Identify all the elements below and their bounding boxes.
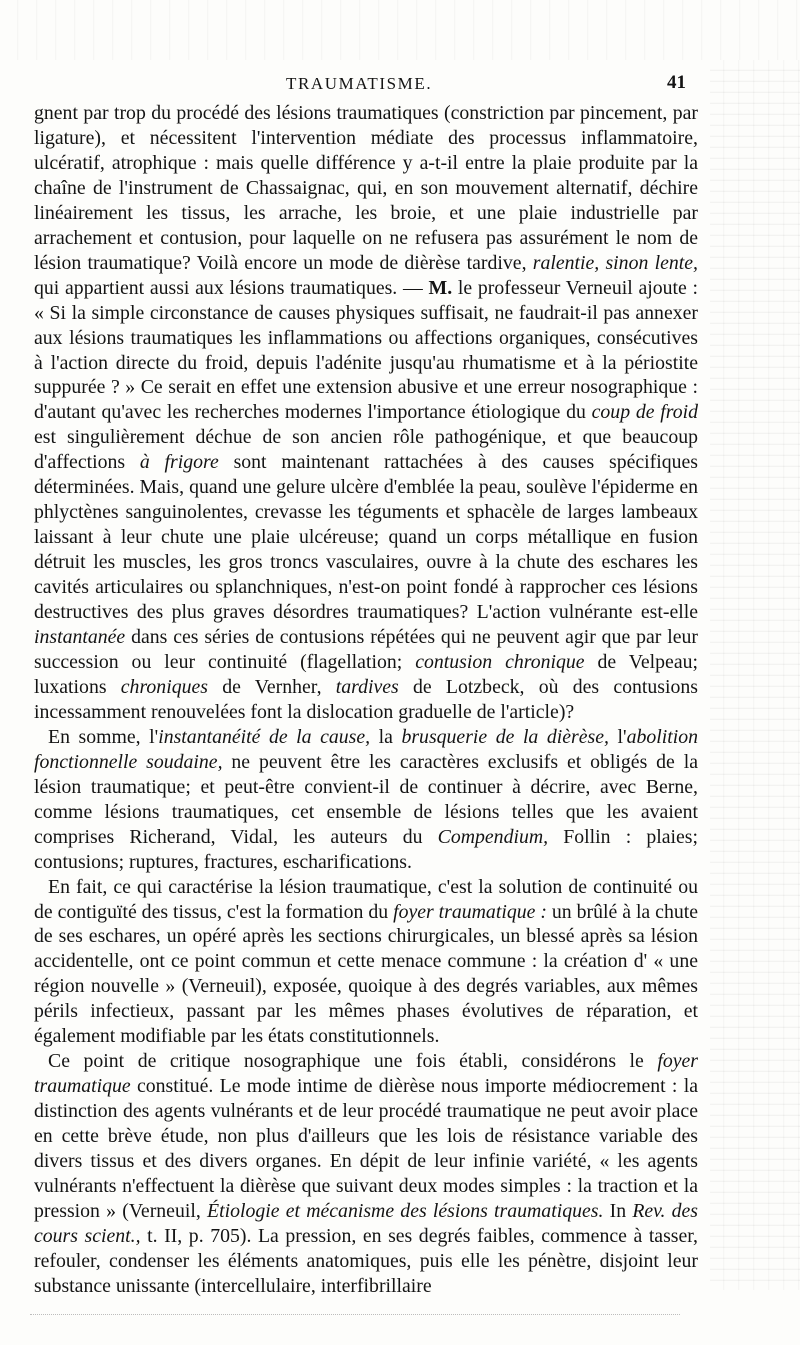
- scan-gutter-noise: [710, 60, 800, 1290]
- text-run: le professeur Verneuil ajoute : « Si la simple circonstance de causes physiques suffisait, ne faudrait-il pas annexer aux lésions traumatiques les inflammations ou affections organiques, consécutives à l'action directe du froid, depuis l'adénite jusqu'au rhumatisme et à la périostite suppurée ? » Ce serait en effet une extension abusive et une erreur nosographique : d'autant qu'avec les recherches modernes l'importance étiologique du: [34, 276, 699, 424]
- text-run: sont maintenant rattachées à des causes spécifiques déterminées. Mais, quand une gelure ulcère d'emblée la peau, soulève l'épiderme en phlyctènes sanguinolentes, crevasse les téguments et sphacèle de larges lambeaux laissant à leur chute une plaie ulcéreuse; quand un corps métallique en fusion détruit les muscles, les gros troncs vasculaires, ouvre à la chute des eschares les cavités articulaires ou splanchniques, n'est-on point fondé à rapprocher ces lésions destructives des plus graves désordres traumatiques? L'action vulnérante est-elle: [34, 451, 698, 624]
- text-run: de Velpeau; luxations: [34, 650, 698, 698]
- text-run: de Lotzbeck, où des contusions incessamment renouvelées font la dislocation graduelle de l'article)?: [34, 675, 698, 723]
- italic-run: Étiologie et mécanisme des lésions traumatiques.: [207, 1199, 604, 1222]
- running-title: TRAUMATISME.: [286, 74, 433, 93]
- body-text: [34, 101, 698, 1299]
- text-run: un brûlé à la chute de ses eschares, un opéré après les sections chirurgicales, un blessé après sa lésion accidentelle, ont ce point commun et cette menace commune : la création d' « une région nouvelle » (Verneuil), exposée, quoique à des degrés variables, aux mêmes périls infectieux, passant par les mêmes phases évolutives de réparation, et également modifiable par les états constitutionnels.: [34, 900, 699, 1048]
- text-run: t. II, p. 705). La pression, en ses degrés faibles, commence à tasser, refouler, condenser les éléments anatomiques, puis elle les pénètre, disjoint leur substance unissante (intercellulaire, interfibrillaire: [34, 1224, 699, 1297]
- text-run: Ce point de critique nosographique une fois établi, considérons le: [48, 1050, 658, 1073]
- italic-run: tardives: [335, 675, 399, 698]
- scan-noise-top: [0, 0, 800, 60]
- italic-run: brusquerie de la dièrèse,: [401, 725, 609, 748]
- text-run: ne peuvent être les caractères exclusifs et obligés de la lésion traumatique; et peut-être convient-il de continuer à décrire, avec Berne, comme lésions traumatiques, cet ensemble de lésions telles que les avaient comprises Richerand, Vidal, les auteurs du: [34, 750, 698, 848]
- text-run: Follin : plaies; contusions; ruptures, fractures, escharifications.: [34, 825, 698, 873]
- scan-noise-bottom: [30, 1306, 680, 1315]
- text-run: En fait, ce qui caractérise la lésion traumatique, c'est la solution de continuité ou de contiguïté des tissus, c'est la formation du: [34, 875, 698, 923]
- paragraph: [34, 725, 698, 875]
- italic-run: ralentie, sinon lente,: [532, 251, 698, 274]
- paragraph: [34, 875, 698, 1050]
- text-run: la: [370, 725, 402, 748]
- text-run: In: [603, 1199, 633, 1222]
- bold-run: M.: [428, 276, 453, 299]
- italic-run: instantanée: [34, 626, 126, 649]
- text-run: gnent par trop du procédé des lésions traumatiques (constriction par pincement, par ligature), et nécessitent l'intervention médiate des processus inflammatoire, ulcératif, atrophique : mais quelle différence y a-t-il entre la plaie produite par la chaîne de l'instrument de Chassaignac, qui, en son mouvement alternatif, déchire linéairement les tissus, les arrache, les broie, et une plaie industrielle par arrachement et contusion, pour laquelle on ne refusera pas assurément le nom de lésion traumatique? Voilà encore un mode de dièrèse tardive,: [34, 102, 698, 274]
- italic-run: coup de froid: [591, 401, 699, 424]
- italic-run: Compendium,: [437, 825, 549, 848]
- page-header: [286, 74, 686, 98]
- italic-run: chroniques: [120, 675, 208, 698]
- text-run: l': [608, 725, 627, 748]
- paragraph: [34, 1049, 698, 1299]
- italic-run: à frigore: [139, 451, 219, 474]
- text-run: En somme, l': [48, 725, 159, 748]
- text-run: qui appartient aussi aux lésions traumatiques. —: [34, 276, 429, 299]
- italic-run: Rev. des cours scient.,: [34, 1199, 699, 1247]
- paragraph: [34, 101, 698, 725]
- italic-run: foyer traumatique: [34, 1050, 698, 1098]
- italic-run: foyer traumatique :: [393, 900, 547, 923]
- text-run: est singulièrement déchue de son ancien rôle pathogénique, et que beaucoup d'affections: [34, 426, 698, 474]
- italic-run: contusion chronique: [415, 650, 585, 673]
- text-run: constitué. Le mode intime de dièrèse nous importe médiocrement : la distinction des agents vulnérants et de leur procédé traumatique ne peut avoir place en cette brève étude, non plus d'ailleurs que les lois de résistance variable des divers tissus et des divers organes. En dépit de leur infinie variété, « les agents vulnérants n'effectuent la dièrèse que suivant deux modes simples : la traction et la pression » (Verneuil,: [34, 1075, 698, 1222]
- italic-run: abolition fonctionnelle soudaine,: [34, 725, 698, 773]
- page-number: 41: [667, 72, 686, 93]
- italic-run: instantanéité de la cause,: [158, 725, 371, 748]
- text-run: dans ces séries de contusions répétées qui ne peuvent agir que par leur succession ou leur continuité (flagellation;: [34, 626, 698, 673]
- text-run: de Vernher,: [207, 675, 336, 698]
